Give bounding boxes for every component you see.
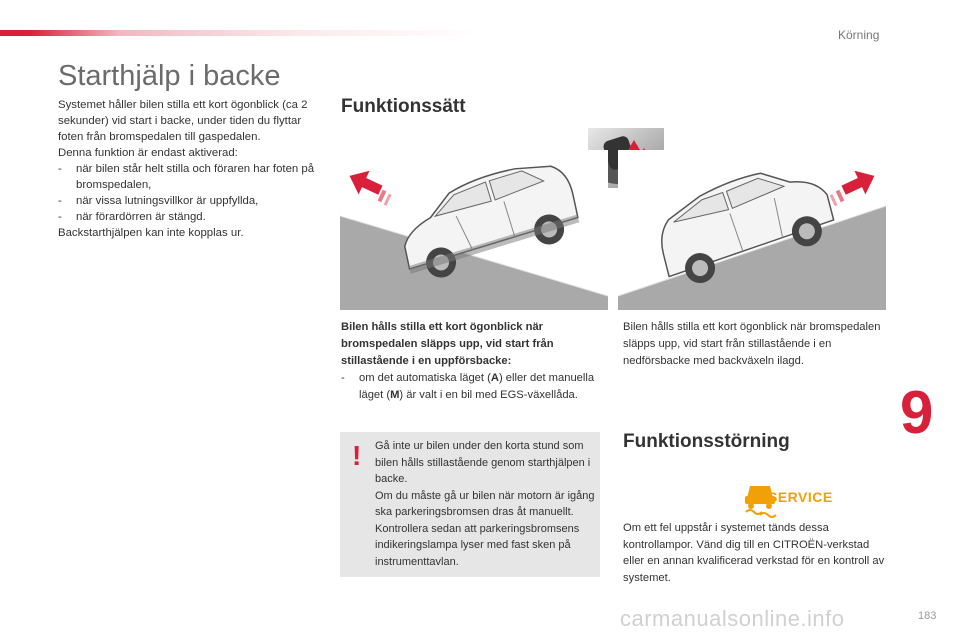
- downhill-caption: Bilen hålls stilla ett kort ögonblick när bromspedalen släpps upp, vid start från stillastående i en nedförsbacke med backväxeln ilagd.: [623, 321, 881, 367]
- list-item: - när bilen står helt stilla och föraren har foten på bromspedalen,: [58, 161, 323, 193]
- arrow-back-icon: [344, 164, 391, 206]
- downhill-start-figure: [618, 150, 886, 310]
- section-name: Körning: [838, 28, 880, 42]
- list-text: ) eller det manuella läget (: [359, 372, 595, 401]
- exclamation-icon: !: [352, 440, 362, 471]
- fault-text: Om ett fel uppstår i systemet tänds dessa kontrollampor. Vänd dig till en CITROËN-verkstad eller en annan kvalificerad verkstad för en kontroll av systemet.: [623, 522, 885, 584]
- warning-text: [375, 438, 597, 570]
- chapter-number: 9: [900, 379, 934, 446]
- warning-paragraph: Gå inte ur bilen under den korta stund som bilen hålls stillastående genom starthjälpen i backe.: [375, 440, 591, 485]
- uphill-list: [341, 370, 601, 404]
- warning-paragraph: Om du måste gå ur bilen när motorn är igång ska parkeringsbromsen dras åt manuellt. Kontrollera sedan att parkeringsbromsens indikeringslampa lyser med fast sken på instrumenttavlan.: [375, 489, 595, 568]
- service-lamp-icon: SERVICE: [768, 489, 833, 505]
- intro-paragraph: Systemet håller bilen stilla ett kort ögonblick (ca 2 sekunder) vid start i backe, under tiden du flyttar foten från bromspedalen till gaspedalen.: [58, 99, 308, 143]
- uphill-start-figure: [340, 150, 608, 310]
- uphill-caption: [341, 319, 601, 404]
- page-number: 183: [918, 610, 937, 622]
- page-title: Starthjälp i backe: [58, 60, 281, 92]
- watermark-text: carmanualsonline.info: [620, 606, 845, 631]
- list-text: om det automatiska läget (: [359, 372, 491, 384]
- uphill-caption-title: Bilen hålls stilla ett kort ögonblick när bromspedalen släpps upp, vid start från stillastående i en uppförsbacke:: [341, 321, 554, 367]
- list-item: - när förardörren är stängd.: [58, 209, 323, 225]
- list-item: - när vissa lutningsvillkor är uppfyllda,: [58, 193, 323, 209]
- car-uphill-illustration: [340, 150, 608, 310]
- mode-a-label: A: [490, 372, 499, 384]
- section-heading-funktionsstorning: Funktionsstörning: [623, 431, 790, 452]
- header-accent-bar: [0, 30, 480, 36]
- arrow-forward-icon: [830, 164, 880, 206]
- intro-paragraph: Denna funktion är endast aktiverad:: [58, 147, 238, 159]
- intro-paragraph: Backstarthjälpen kan inte kopplas ur.: [58, 227, 244, 239]
- car-downhill-illustration: [618, 150, 886, 310]
- intro-text: [58, 97, 323, 241]
- mode-m-label: M: [390, 389, 400, 401]
- section-heading-funktionssatt: Funktionssätt: [341, 96, 466, 117]
- list-item: [341, 370, 601, 404]
- condition-list: [58, 161, 323, 225]
- list-text: ) är valt i en bil med EGS-växellåda.: [399, 389, 578, 401]
- warning-box: [340, 432, 600, 577]
